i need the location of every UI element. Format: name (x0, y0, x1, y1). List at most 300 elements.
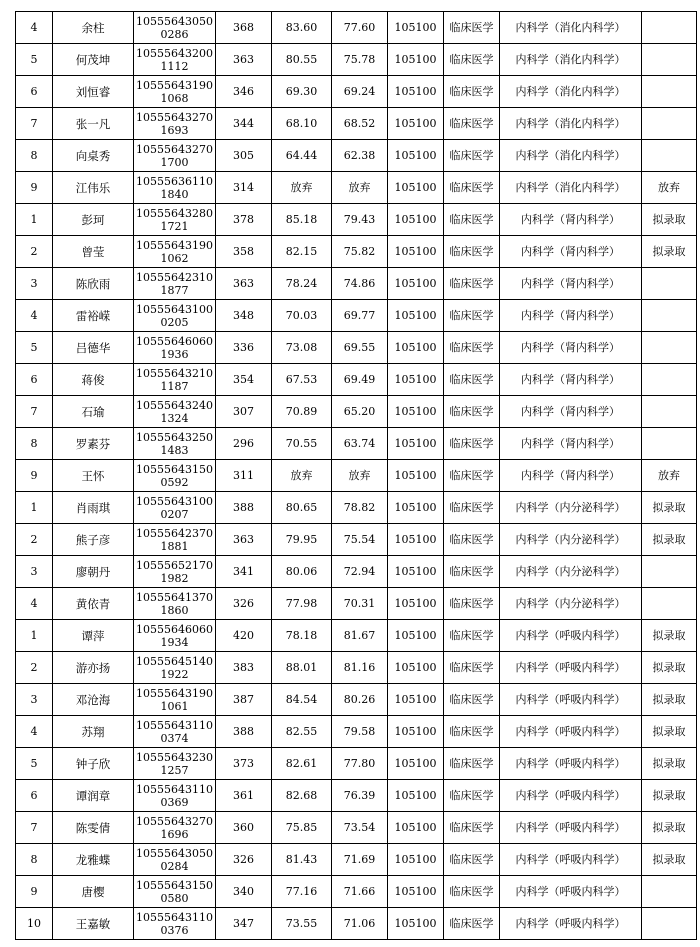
seq-cell: 5 (16, 748, 53, 780)
table-row (16, 812, 697, 844)
name-cell: 张一凡 (53, 108, 134, 140)
major-code-cell: 105100 (388, 716, 444, 748)
initial-score-cell: 340 (216, 876, 272, 908)
major-name-cell: 临床医学 (444, 140, 500, 172)
status-cell: 拟录取 (642, 204, 697, 236)
interview-score-cell: 67.53 (272, 364, 332, 396)
major-name-cell: 临床医学 (444, 716, 500, 748)
initial-score-cell: 378 (216, 204, 272, 236)
candidate-id-cell: 105556431500592 (134, 460, 216, 492)
candidate-id-cell: 105556432001112 (134, 44, 216, 76)
candidate-id-cell: 105556430500284 (134, 844, 216, 876)
table-row (16, 12, 697, 44)
seq-cell: 3 (16, 684, 53, 716)
name-cell: 何茂坤 (53, 44, 134, 76)
interview-score-cell: 70.03 (272, 300, 332, 332)
status-cell: 放弃 (642, 460, 697, 492)
major-code-cell: 105100 (388, 76, 444, 108)
status-cell: 拟录取 (642, 652, 697, 684)
table-row (16, 492, 697, 524)
total-score-cell: 80.26 (332, 684, 388, 716)
major-code-cell: 105100 (388, 44, 444, 76)
total-score-cell: 76.39 (332, 780, 388, 812)
interview-score-cell: 82.61 (272, 748, 332, 780)
major-name-cell: 临床医学 (444, 428, 500, 460)
candidate-id-cell: 105556430500286 (134, 12, 216, 44)
table-row (16, 108, 697, 140)
initial-score-cell: 336 (216, 332, 272, 364)
name-cell: 钟子欣 (53, 748, 134, 780)
major-name-cell: 临床医学 (444, 44, 500, 76)
candidate-id-cell: 105556361101840 (134, 172, 216, 204)
name-cell: 江伟乐 (53, 172, 134, 204)
major-name-cell: 临床医学 (444, 300, 500, 332)
status-cell (642, 364, 697, 396)
interview-score-cell: 84.54 (272, 684, 332, 716)
total-score-cell: 73.54 (332, 812, 388, 844)
research-direction-cell: 内科学（肾内科学） (500, 300, 642, 332)
name-cell: 王嘉敏 (53, 908, 134, 940)
status-cell (642, 428, 697, 460)
research-direction-cell: 内科学（消化内科学） (500, 108, 642, 140)
major-code-cell: 105100 (388, 492, 444, 524)
initial-score-cell: 311 (216, 460, 272, 492)
candidate-id-cell: 105556431500580 (134, 876, 216, 908)
status-cell: 拟录取 (642, 844, 697, 876)
major-name-cell: 临床医学 (444, 908, 500, 940)
table-row (16, 172, 697, 204)
total-score-cell: 69.49 (332, 364, 388, 396)
candidate-id-cell: 105556431100369 (134, 780, 216, 812)
candidate-id-cell: 105556432701696 (134, 812, 216, 844)
total-score-cell: 71.69 (332, 844, 388, 876)
candidate-id-cell: 105556432401324 (134, 396, 216, 428)
major-name-cell: 临床医学 (444, 364, 500, 396)
name-cell: 罗素芬 (53, 428, 134, 460)
candidate-id-cell: 105556431901061 (134, 684, 216, 716)
research-direction-cell: 内科学（消化内科学） (500, 12, 642, 44)
status-cell (642, 44, 697, 76)
total-score-cell: 65.20 (332, 396, 388, 428)
major-code-cell: 105100 (388, 204, 444, 236)
major-code-cell: 105100 (388, 300, 444, 332)
research-direction-cell: 内科学（呼吸内科学） (500, 812, 642, 844)
major-code-cell: 105100 (388, 332, 444, 364)
table-row (16, 428, 697, 460)
major-code-cell: 105100 (388, 108, 444, 140)
name-cell: 谭润章 (53, 780, 134, 812)
major-name-cell: 临床医学 (444, 396, 500, 428)
total-score-cell: 74.86 (332, 268, 388, 300)
name-cell: 熊子彦 (53, 524, 134, 556)
name-cell: 唐樱 (53, 876, 134, 908)
seq-cell: 4 (16, 12, 53, 44)
major-code-cell: 105100 (388, 236, 444, 268)
major-name-cell: 临床医学 (444, 620, 500, 652)
initial-score-cell: 346 (216, 76, 272, 108)
table-row (16, 844, 697, 876)
table-row (16, 876, 697, 908)
major-name-cell: 临床医学 (444, 588, 500, 620)
major-name-cell: 临床医学 (444, 460, 500, 492)
seq-cell: 8 (16, 140, 53, 172)
major-code-cell: 105100 (388, 748, 444, 780)
interview-score-cell: 75.85 (272, 812, 332, 844)
seq-cell: 1 (16, 204, 53, 236)
status-cell (642, 108, 697, 140)
research-direction-cell: 内科学（肾内科学） (500, 332, 642, 364)
research-direction-cell: 内科学（消化内科学） (500, 44, 642, 76)
major-name-cell: 临床医学 (444, 204, 500, 236)
table-row (16, 716, 697, 748)
research-direction-cell: 内科学（肾内科学） (500, 364, 642, 396)
status-cell: 拟录取 (642, 620, 697, 652)
candidate-id-cell: 105556432501483 (134, 428, 216, 460)
initial-score-cell: 305 (216, 140, 272, 172)
status-cell: 拟录取 (642, 780, 697, 812)
table-row (16, 300, 697, 332)
total-score-cell: 72.94 (332, 556, 388, 588)
total-score-cell: 75.82 (332, 236, 388, 268)
total-score-cell: 70.31 (332, 588, 388, 620)
table-row (16, 396, 697, 428)
major-code-cell: 105100 (388, 524, 444, 556)
research-direction-cell: 内科学（内分泌科学） (500, 524, 642, 556)
table-row (16, 204, 697, 236)
candidate-id-cell: 105556451401922 (134, 652, 216, 684)
initial-score-cell: 344 (216, 108, 272, 140)
table-row (16, 620, 697, 652)
table-row (16, 524, 697, 556)
seq-cell: 8 (16, 428, 53, 460)
interview-score-cell: 81.43 (272, 844, 332, 876)
name-cell: 陈雯倩 (53, 812, 134, 844)
total-score-cell: 81.16 (332, 652, 388, 684)
seq-cell: 3 (16, 268, 53, 300)
status-cell: 拟录取 (642, 812, 697, 844)
research-direction-cell: 内科学（呼吸内科学） (500, 684, 642, 716)
major-name-cell: 临床医学 (444, 108, 500, 140)
candidate-id-cell: 105556431000205 (134, 300, 216, 332)
major-code-cell: 105100 (388, 908, 444, 940)
seq-cell: 9 (16, 172, 53, 204)
initial-score-cell: 383 (216, 652, 272, 684)
table-row (16, 332, 697, 364)
initial-score-cell: 363 (216, 524, 272, 556)
major-code-cell: 105100 (388, 460, 444, 492)
total-score-cell: 62.38 (332, 140, 388, 172)
major-code-cell: 105100 (388, 780, 444, 812)
seq-cell: 6 (16, 76, 53, 108)
candidate-id-cell: 105556423701881 (134, 524, 216, 556)
major-name-cell: 临床医学 (444, 748, 500, 780)
candidate-id-cell: 105556413701860 (134, 588, 216, 620)
major-code-cell: 105100 (388, 12, 444, 44)
interview-score-cell: 70.89 (272, 396, 332, 428)
interview-score-cell: 85.18 (272, 204, 332, 236)
status-cell (642, 300, 697, 332)
candidate-id-cell: 105556460601936 (134, 332, 216, 364)
major-name-cell: 临床医学 (444, 876, 500, 908)
major-code-cell: 105100 (388, 140, 444, 172)
research-direction-cell: 内科学（内分泌科学） (500, 556, 642, 588)
initial-score-cell: 361 (216, 780, 272, 812)
initial-score-cell: 358 (216, 236, 272, 268)
table-row (16, 748, 697, 780)
table-body (16, 12, 697, 940)
status-cell (642, 588, 697, 620)
table-row (16, 76, 697, 108)
status-cell (642, 876, 697, 908)
interview-score-cell: 73.55 (272, 908, 332, 940)
candidate-id-cell: 105556431100374 (134, 716, 216, 748)
table-row (16, 780, 697, 812)
major-code-cell: 105100 (388, 620, 444, 652)
name-cell: 苏翔 (53, 716, 134, 748)
table-row (16, 140, 697, 172)
candidate-id-cell: 105556460601934 (134, 620, 216, 652)
table-row (16, 236, 697, 268)
seq-cell: 4 (16, 588, 53, 620)
total-score-cell: 77.80 (332, 748, 388, 780)
initial-score-cell: 354 (216, 364, 272, 396)
interview-score-cell: 73.08 (272, 332, 332, 364)
initial-score-cell: 326 (216, 844, 272, 876)
table-row (16, 364, 697, 396)
table-row (16, 268, 697, 300)
major-code-cell: 105100 (388, 172, 444, 204)
candidate-id-cell: 105556431901062 (134, 236, 216, 268)
total-score-cell: 75.54 (332, 524, 388, 556)
name-cell: 游亦扬 (53, 652, 134, 684)
interview-score-cell: 80.06 (272, 556, 332, 588)
candidate-id-cell: 105556431000207 (134, 492, 216, 524)
table-row (16, 44, 697, 76)
status-cell: 拟录取 (642, 684, 697, 716)
interview-score-cell: 78.18 (272, 620, 332, 652)
status-cell (642, 140, 697, 172)
initial-score-cell: 388 (216, 492, 272, 524)
name-cell: 肖雨琪 (53, 492, 134, 524)
status-cell: 拟录取 (642, 716, 697, 748)
research-direction-cell: 内科学（肾内科学） (500, 236, 642, 268)
interview-score-cell: 69.30 (272, 76, 332, 108)
initial-score-cell: 348 (216, 300, 272, 332)
name-cell: 黄依青 (53, 588, 134, 620)
initial-score-cell: 420 (216, 620, 272, 652)
name-cell: 余柱 (53, 12, 134, 44)
major-name-cell: 临床医学 (444, 492, 500, 524)
major-name-cell: 临床医学 (444, 652, 500, 684)
initial-score-cell: 368 (216, 12, 272, 44)
name-cell: 邓沧海 (53, 684, 134, 716)
research-direction-cell: 内科学（呼吸内科学） (500, 780, 642, 812)
interview-score-cell: 80.55 (272, 44, 332, 76)
research-direction-cell: 内科学（呼吸内科学） (500, 908, 642, 940)
total-score-cell: 81.67 (332, 620, 388, 652)
major-name-cell: 临床医学 (444, 332, 500, 364)
research-direction-cell: 内科学（呼吸内科学） (500, 652, 642, 684)
total-score-cell: 78.82 (332, 492, 388, 524)
major-code-cell: 105100 (388, 556, 444, 588)
seq-cell: 2 (16, 652, 53, 684)
seq-cell: 5 (16, 44, 53, 76)
name-cell: 刘恒睿 (53, 76, 134, 108)
research-direction-cell: 内科学（消化内科学） (500, 172, 642, 204)
interview-score-cell: 64.44 (272, 140, 332, 172)
seq-cell: 9 (16, 460, 53, 492)
total-score-cell: 放弃 (332, 172, 388, 204)
major-code-cell: 105100 (388, 396, 444, 428)
name-cell: 向桌秀 (53, 140, 134, 172)
interview-score-cell: 83.60 (272, 12, 332, 44)
table-row (16, 684, 697, 716)
major-name-cell: 临床医学 (444, 684, 500, 716)
initial-score-cell: 296 (216, 428, 272, 460)
major-code-cell: 105100 (388, 428, 444, 460)
research-direction-cell: 内科学（肾内科学） (500, 428, 642, 460)
name-cell: 谭萍 (53, 620, 134, 652)
table-row (16, 588, 697, 620)
seq-cell: 6 (16, 364, 53, 396)
major-code-cell: 105100 (388, 652, 444, 684)
candidate-id-cell: 105556432801721 (134, 204, 216, 236)
major-name-cell: 临床医学 (444, 172, 500, 204)
status-cell: 拟录取 (642, 236, 697, 268)
name-cell: 曾莹 (53, 236, 134, 268)
interview-score-cell: 88.01 (272, 652, 332, 684)
research-direction-cell: 内科学（呼吸内科学） (500, 748, 642, 780)
major-name-cell: 临床医学 (444, 844, 500, 876)
name-cell: 陈欣雨 (53, 268, 134, 300)
name-cell: 吕德华 (53, 332, 134, 364)
name-cell: 蒋俊 (53, 364, 134, 396)
seq-cell: 9 (16, 876, 53, 908)
major-code-cell: 105100 (388, 812, 444, 844)
candidate-id-cell: 105556432101187 (134, 364, 216, 396)
research-direction-cell: 内科学（消化内科学） (500, 76, 642, 108)
seq-cell: 8 (16, 844, 53, 876)
seq-cell: 4 (16, 716, 53, 748)
seq-cell: 10 (16, 908, 53, 940)
major-name-cell: 临床医学 (444, 556, 500, 588)
seq-cell: 3 (16, 556, 53, 588)
research-direction-cell: 内科学（呼吸内科学） (500, 620, 642, 652)
total-score-cell: 68.52 (332, 108, 388, 140)
interview-score-cell: 80.65 (272, 492, 332, 524)
interview-score-cell: 78.24 (272, 268, 332, 300)
initial-score-cell: 388 (216, 716, 272, 748)
name-cell: 王怀 (53, 460, 134, 492)
name-cell: 彭珂 (53, 204, 134, 236)
interview-score-cell: 放弃 (272, 460, 332, 492)
total-score-cell: 63.74 (332, 428, 388, 460)
major-code-cell: 105100 (388, 844, 444, 876)
initial-score-cell: 387 (216, 684, 272, 716)
status-cell (642, 908, 697, 940)
seq-cell: 6 (16, 780, 53, 812)
research-direction-cell: 内科学（肾内科学） (500, 268, 642, 300)
initial-score-cell: 373 (216, 748, 272, 780)
name-cell: 龙雅蝶 (53, 844, 134, 876)
interview-score-cell: 82.55 (272, 716, 332, 748)
interview-score-cell: 77.16 (272, 876, 332, 908)
research-direction-cell: 内科学（肾内科学） (500, 204, 642, 236)
name-cell: 雷裕嵘 (53, 300, 134, 332)
total-score-cell: 69.55 (332, 332, 388, 364)
table-row (16, 460, 697, 492)
total-score-cell: 71.66 (332, 876, 388, 908)
major-code-cell: 105100 (388, 588, 444, 620)
total-score-cell: 75.78 (332, 44, 388, 76)
major-name-cell: 临床医学 (444, 268, 500, 300)
total-score-cell: 69.24 (332, 76, 388, 108)
initial-score-cell: 326 (216, 588, 272, 620)
interview-score-cell: 77.98 (272, 588, 332, 620)
total-score-cell: 71.06 (332, 908, 388, 940)
initial-score-cell: 341 (216, 556, 272, 588)
seq-cell: 7 (16, 108, 53, 140)
initial-score-cell: 314 (216, 172, 272, 204)
total-score-cell: 79.43 (332, 204, 388, 236)
seq-cell: 1 (16, 620, 53, 652)
major-name-cell: 临床医学 (444, 236, 500, 268)
interview-score-cell: 68.10 (272, 108, 332, 140)
research-direction-cell: 内科学（内分泌科学） (500, 588, 642, 620)
interview-score-cell: 70.55 (272, 428, 332, 460)
table-row (16, 652, 697, 684)
table-row (16, 556, 697, 588)
major-name-cell: 临床医学 (444, 812, 500, 844)
total-score-cell: 放弃 (332, 460, 388, 492)
research-direction-cell: 内科学（肾内科学） (500, 460, 642, 492)
candidate-id-cell: 105556521701982 (134, 556, 216, 588)
major-code-cell: 105100 (388, 268, 444, 300)
interview-score-cell: 79.95 (272, 524, 332, 556)
initial-score-cell: 307 (216, 396, 272, 428)
table-row (16, 908, 697, 940)
status-cell: 拟录取 (642, 492, 697, 524)
status-cell: 拟录取 (642, 524, 697, 556)
initial-score-cell: 347 (216, 908, 272, 940)
status-cell (642, 556, 697, 588)
major-name-cell: 临床医学 (444, 524, 500, 556)
total-score-cell: 77.60 (332, 12, 388, 44)
name-cell: 廖朝丹 (53, 556, 134, 588)
research-direction-cell: 内科学（内分泌科学） (500, 492, 642, 524)
initial-score-cell: 363 (216, 44, 272, 76)
status-cell (642, 332, 697, 364)
score-table (15, 11, 697, 940)
candidate-id-cell: 105556431100376 (134, 908, 216, 940)
status-cell (642, 268, 697, 300)
major-code-cell: 105100 (388, 364, 444, 396)
research-direction-cell: 内科学（消化内科学） (500, 140, 642, 172)
seq-cell: 5 (16, 332, 53, 364)
major-code-cell: 105100 (388, 684, 444, 716)
total-score-cell: 79.58 (332, 716, 388, 748)
major-code-cell: 105100 (388, 876, 444, 908)
initial-score-cell: 363 (216, 268, 272, 300)
candidate-id-cell: 105556432701700 (134, 140, 216, 172)
status-cell (642, 12, 697, 44)
status-cell: 放弃 (642, 172, 697, 204)
seq-cell: 1 (16, 492, 53, 524)
seq-cell: 2 (16, 236, 53, 268)
seq-cell: 4 (16, 300, 53, 332)
major-name-cell: 临床医学 (444, 76, 500, 108)
research-direction-cell: 内科学（呼吸内科学） (500, 716, 642, 748)
